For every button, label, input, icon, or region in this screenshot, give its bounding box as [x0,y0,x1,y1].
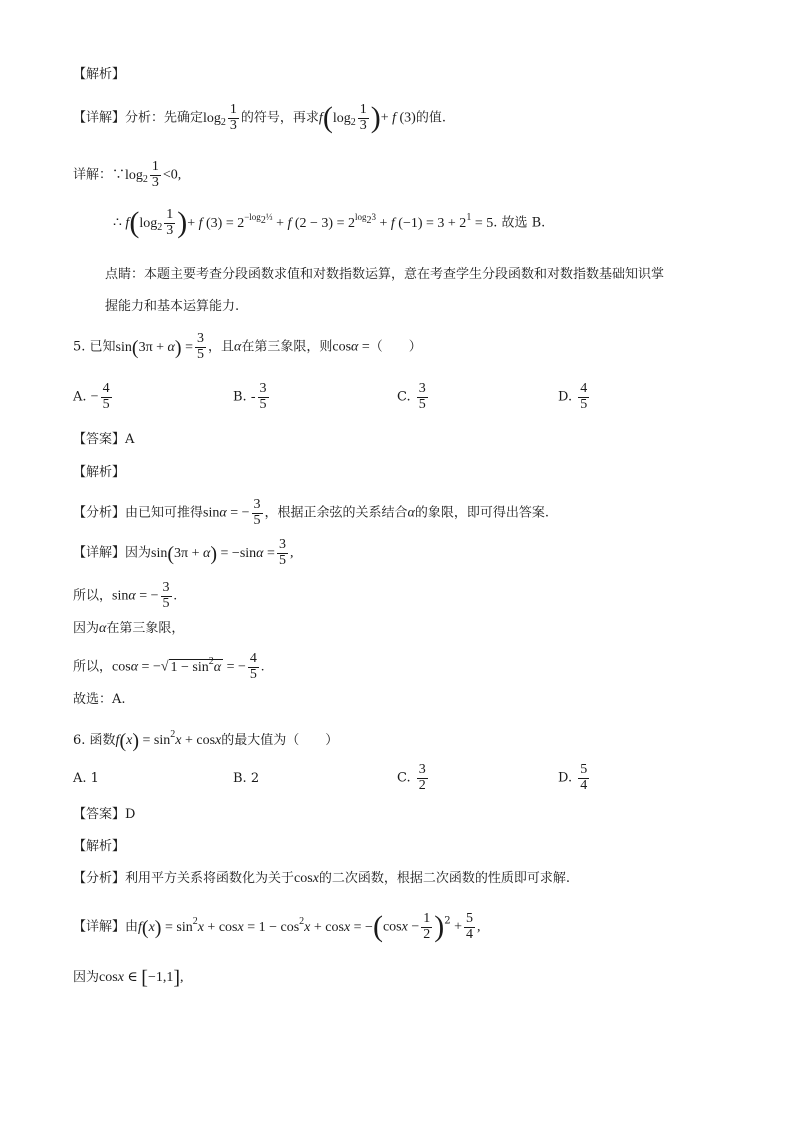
q6-stem: 6. 函数$f(x) = \sin^2x + \cos x$的最大值为（ ） [73,729,339,752]
detail-line-3: ∴ $f(\log_2$ $\frac{1}{3}$ )+ f $(3) = 2^{-log_2\frac{1}{3}} + f$ $(2 - 3) = 2^{log_23} + f$ $(-1) = 3 + 2^1 = 5$. 故选 B. [113,206,546,240]
fraction-1-3: $\frac{1}{3}$ [229,102,237,133]
detail-mid: 的符号，再求 [240,110,319,126]
q6-option-c[interactable]: C. $\frac{3}{2}$ [397,762,426,793]
remark-text-2: 握能力和基本运算能力. [105,299,240,314]
remark-line-1 [105,268,664,281]
remark-line-2 [105,300,239,313]
analysis-heading [73,68,125,81]
q5-option-b[interactable]: B. - $\frac{3}{5}$ [233,381,267,412]
q5-choose: 故选：A. [73,692,126,707]
q5-quadrant: 因为α在第三象限， [73,621,185,636]
q6-option-b[interactable]: B. 2 [233,771,260,786]
log-expr: $\log_2$ [203,110,226,128]
q5-sin: sin(3π + α) = [115,336,193,359]
detail-line-2: 详解：$\because\log_2$ $\frac{1}{3}$ <0, [73,159,182,190]
q6-fenxi: 【分析】利用平方关系将函数化为关于cosx的二次函数，根据二次函数的性质即可求解. [73,871,571,886]
therefore-expr: ∴ f [113,215,130,231]
q5-so2: 所以，cosα = −√ $1 - \sin^2\alpha$ = − $\frac{4}{5}$ . [73,651,265,682]
log-ineq: $\log_2$ [125,167,148,185]
q5-answer: 【答案】A [73,432,135,447]
explain-prefix: 详解：∵ [73,167,126,183]
f-expr: f [318,110,323,126]
therefore-end: . 故选 B. [493,215,546,231]
detail-line-1: 【详解】分析：先确定$\log_2$ $\frac{1}{3}$ 的符号，再求$f(\log_2$ $\frac{1}{3}$ )+ f (3)的值. [73,101,446,135]
remark-text-1: 点睛：本题主要考查分段函数求值和对数指数运算，意在考查学生分段函数和对数指数基础知识掌 [105,267,665,282]
detail-end: 的值. [415,110,446,126]
q5-analysis: 【解析】 [73,465,126,480]
q5-fenxi: 【分析】由已知可推得sinα = − $\frac{3}{5}$ ，根据正余弦的关系结合α的象限，即可得出答案. [73,497,550,528]
q6-xiangjie: 【详解】由$f(x) = \sin^2x + \cos x = 1 - \cos^2x + \cos x = -(\cos x$ − $\frac{1}{2}$ )$^2$ + $\frac{5}{4}$ , [73,910,481,944]
detail-label: 【详解】分析：先确定 [73,110,204,126]
q5-option-a[interactable]: A. − $\frac{4}{5}$ [73,381,110,412]
analysis-heading-text: 【解析】 [73,67,126,82]
q5-so1: 所以，sinα = − $\frac{3}{5}$ . [73,580,178,611]
q5-option-d[interactable]: D. $\frac{4}{5}$ [558,381,588,412]
q6-answer: 【答案】D [73,807,136,822]
q5-num: 5. 已知 [73,339,116,355]
q6-range: 因为cosx ∈ [−1,1], [73,967,184,989]
q5-option-c[interactable]: C. $\frac{3}{5}$ [397,381,426,412]
q6-analysis: 【解析】 [73,839,126,854]
q6-option-d[interactable]: D. $\frac{5}{4}$ [558,762,588,793]
q6-option-a[interactable]: A. 1 [73,771,99,786]
q5-xiangjie: 【详解】因为sin(3π + α) = −sinα = $\frac{3}{5}$ , [73,537,294,568]
q5-stem: 5. 已知sin(3π + α) = $\frac{3}{5}$ ，且α在第三象限，则cosα =（ ） [73,331,422,362]
